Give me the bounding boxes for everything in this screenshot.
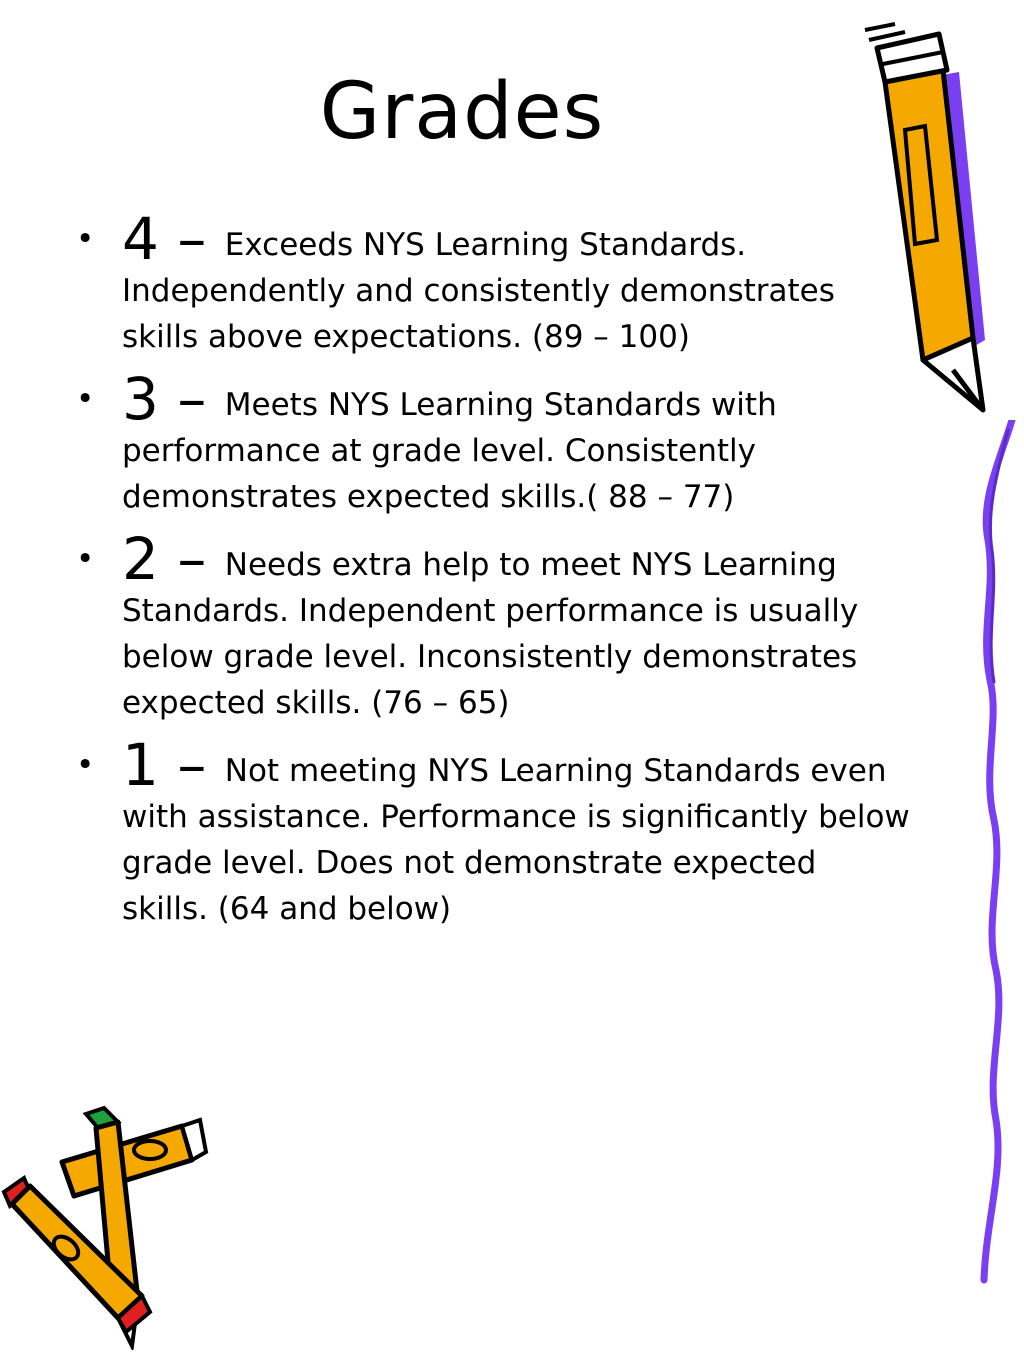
bullet-icon: • — [76, 541, 95, 577]
list-item — [70, 205, 910, 360]
wavy-line-decoration — [960, 420, 1024, 1290]
list-item — [70, 731, 910, 932]
list-item — [70, 365, 910, 520]
grade-number: 1 – — [122, 731, 225, 799]
grade-number: 2 – — [122, 525, 225, 593]
grade-description: Meets NYS Learning Standards with performance at grade level. Consistently demonstrates expected skills.( 88 – 77) — [122, 387, 777, 515]
grade-description: Exceeds NYS Learning Standards. Independently and consistently demonstrates skills above expectations. (89 – 100) — [122, 227, 835, 355]
pencils-clipart-icon — [0, 1100, 210, 1350]
bullet-icon: • — [76, 747, 95, 783]
grade-number: 3 – — [122, 365, 225, 433]
grade-number: 4 – — [122, 205, 225, 273]
grade-description: Needs extra help to meet NYS Learning Standards. Independent performance is usually below grade level. Inconsistently demonstrates expected skills. (76 – 65) — [122, 547, 859, 721]
grade-description: Not meeting NYS Learning Standards even with assistance. Performance is significantly below grade level. Does not demonstrate expected skills. (64 and below) — [122, 753, 910, 927]
bullet-icon: • — [76, 381, 95, 417]
bullet-icon: • — [76, 221, 95, 257]
grades-list — [70, 205, 910, 944]
list-item — [70, 525, 910, 726]
page-title: Grades — [319, 67, 605, 157]
